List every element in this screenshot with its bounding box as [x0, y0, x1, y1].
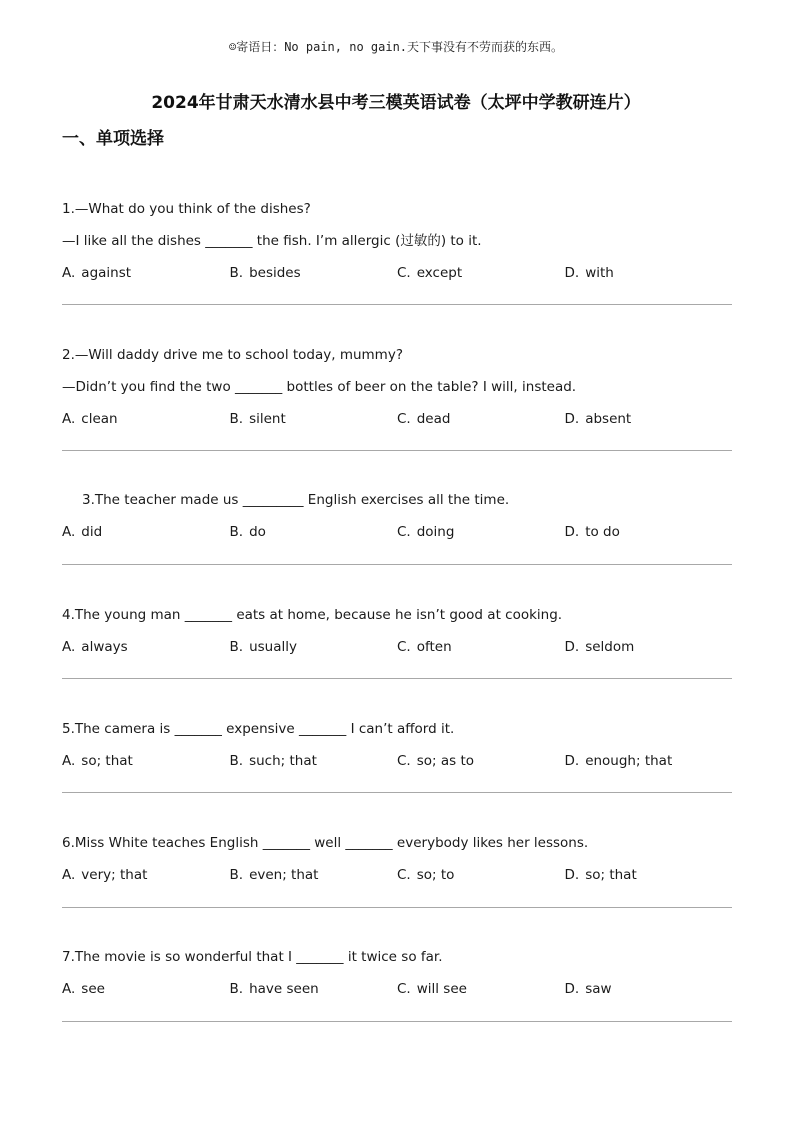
divider [62, 304, 732, 305]
question-6 [62, 827, 732, 891]
question-5-options [62, 745, 732, 777]
option-a[interactable]: A. clean [62, 411, 118, 427]
divider [62, 450, 732, 451]
option-b[interactable]: B. even; that [229, 867, 319, 883]
question-7-line-1: 7.The movie is so wonderful that I _______ it twice so far. [62, 949, 443, 965]
question-5 [62, 713, 732, 777]
option-b[interactable]: B. besides [229, 265, 301, 281]
option-a[interactable]: A. see [62, 981, 105, 997]
option-a[interactable]: A. did [62, 524, 103, 540]
question-1-line-2: —I like all the dishes _______ the fish. I’m allergic (过敏的) to it. [62, 233, 482, 249]
question-7-options [62, 973, 732, 1005]
question-1 [62, 193, 732, 289]
option-c[interactable]: C. so; to [397, 867, 455, 883]
motto: ☺寄语日：No pain, no gain.天下事没有不劳而获的东西。 [228, 40, 564, 54]
option-d[interactable]: D. to do [564, 524, 620, 540]
question-6-line-1: 6.Miss White teaches English _______ well _______ everybody likes her lessons. [62, 835, 589, 851]
question-1-options [62, 257, 732, 289]
option-c[interactable]: C. often [397, 639, 452, 655]
question-4-line-1: 4.The young man _______ eats at home, because he isn’t good at cooking. [62, 607, 563, 623]
divider [62, 792, 732, 793]
divider [62, 564, 732, 565]
question-4 [62, 599, 732, 663]
question-2 [62, 339, 732, 435]
option-c[interactable]: C. doing [397, 524, 455, 540]
option-d[interactable]: D. absent [564, 411, 632, 427]
option-d[interactable]: D. seldom [564, 639, 635, 655]
question-4-options [62, 631, 732, 663]
question-7 [62, 941, 732, 1005]
section-heading: 一、单项选择 [62, 129, 164, 149]
option-a[interactable]: A. very; that [62, 867, 148, 883]
option-d[interactable]: D. saw [564, 981, 612, 997]
option-d[interactable]: D. with [564, 265, 614, 281]
question-1-line-1: 1.—What do you think of the dishes? [62, 201, 311, 217]
divider [62, 907, 732, 908]
option-b[interactable]: B. usually [229, 639, 297, 655]
option-c[interactable]: C. so; as to [397, 753, 475, 769]
question-2-options [62, 403, 732, 435]
option-a[interactable]: A. against [62, 265, 132, 281]
question-6-options [62, 859, 732, 891]
question-2-line-1: 2.—Will daddy drive me to school today, mummy? [62, 347, 403, 363]
option-d[interactable]: D. enough; that [564, 753, 673, 769]
option-b[interactable]: B. such; that [229, 753, 317, 769]
question-3 [62, 484, 732, 548]
option-b[interactable]: B. silent [229, 411, 286, 427]
option-c[interactable]: C. dead [397, 411, 451, 427]
question-5-line-1: 5.The camera is _______ expensive _______ I can’t afford it. [62, 721, 455, 737]
question-3-line-1: 3.The teacher made us _________ English exercises all the time. [82, 492, 510, 508]
question-2-line-2: —Didn’t you find the two _______ bottles of beer on the table? I will, instead. [62, 379, 577, 395]
option-c[interactable]: C. except [397, 265, 463, 281]
page-title: 2024年甘肃天水清水县中考三模英语试卷（太坪中学教研连片） [151, 93, 641, 113]
option-a[interactable]: A. always [62, 639, 128, 655]
divider [62, 678, 732, 679]
question-3-options [62, 516, 732, 548]
option-d[interactable]: D. so; that [564, 867, 637, 883]
option-b[interactable]: B. do [229, 524, 266, 540]
divider [62, 1021, 732, 1022]
option-b[interactable]: B. have seen [229, 981, 319, 997]
option-c[interactable]: C. will see [397, 981, 467, 997]
option-a[interactable]: A. so; that [62, 753, 133, 769]
